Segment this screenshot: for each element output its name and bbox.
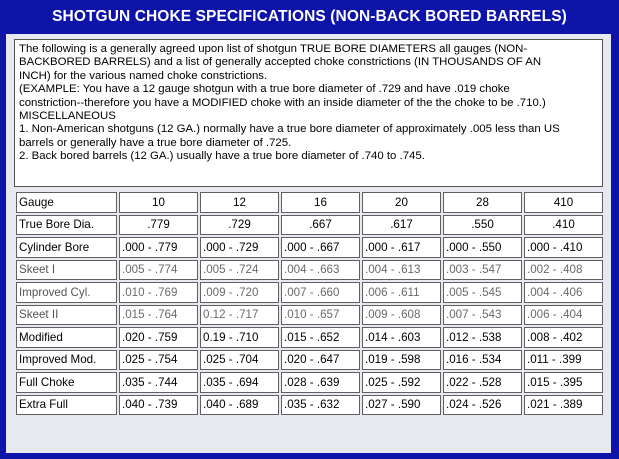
intro-line: constriction--therefore you have a MODIFIED choke with an inside diameter of the the choke to be .710.) (19, 96, 546, 109)
table-cell: .000 - .729 (200, 237, 279, 258)
table-cell: .011 - .399 (524, 350, 603, 371)
table-cell: .000 - .550 (443, 237, 522, 258)
row-label: Skeet II (16, 305, 117, 326)
table-cell: .028 - .639 (281, 372, 360, 393)
table-cell: .040 - .739 (119, 395, 198, 416)
true-bore-row (16, 215, 603, 236)
table-cell: .027 - .590 (362, 395, 441, 416)
header-cell: 10 (119, 192, 198, 213)
table-cell: .015 - .395 (524, 372, 603, 393)
row-label: Improved Cyl. (16, 282, 117, 303)
row-label: Full Choke (16, 372, 117, 393)
table-cell: .019 - .598 (362, 350, 441, 371)
table-cell: .022 - .528 (443, 372, 522, 393)
table-cell: .550 (443, 215, 522, 236)
table-cell: .015 - .652 (281, 327, 360, 348)
intro-notes (14, 39, 603, 187)
table-cell: .012 - .538 (443, 327, 522, 348)
table-cell: .021 - .389 (524, 395, 603, 416)
table-cell: .004 - .613 (362, 260, 441, 281)
table-cell: .006 - .404 (524, 305, 603, 326)
intro-line: The following is a generally agreed upon list of shotgun TRUE BORE DIAMETERS all gauges (NON- (19, 43, 528, 55)
content-panel (6, 34, 611, 453)
table-cell: .009 - .720 (200, 282, 279, 303)
header-cell: 28 (443, 192, 522, 213)
table-row (16, 282, 603, 303)
table-cell: .667 (281, 215, 360, 236)
table-cell: 0.19 - .710 (200, 327, 279, 348)
table-cell: .016 - .534 (443, 350, 522, 371)
table-cell: .024 - .526 (443, 395, 522, 416)
table-cell: .010 - .657 (281, 305, 360, 326)
intro-line: MISCELLANEOUS (19, 110, 116, 123)
table-cell: .004 - .663 (281, 260, 360, 281)
table-cell: .000 - .410 (524, 237, 603, 258)
table-cell: .729 (200, 215, 279, 236)
table-row (16, 260, 603, 281)
page-title: SHOTGUN CHOKE SPECIFICATIONS (NON-BACK BORED BARRELS) (52, 8, 567, 25)
table-cell: .000 - .617 (362, 237, 441, 258)
table-cell: .779 (119, 215, 198, 236)
table-cell: .005 - .724 (200, 260, 279, 281)
table-header-row (16, 192, 603, 213)
table-cell: .617 (362, 215, 441, 236)
table-row (16, 305, 603, 326)
table-row (16, 350, 603, 371)
table-cell: .410 (524, 215, 603, 236)
table-row (16, 237, 603, 258)
table-cell: .007 - .543 (443, 305, 522, 326)
row-label: Skeet I (16, 260, 117, 281)
row-label: Improved Mod. (16, 350, 117, 371)
table-cell: .035 - .632 (281, 395, 360, 416)
header-cell: 16 (281, 192, 360, 213)
table-row (16, 327, 603, 348)
intro-line: 1. Non-American shotguns (12 GA.) normally have a true bore diameter of approximately .005 less than US (19, 123, 560, 136)
row-label: Extra Full (16, 395, 117, 416)
table-row (16, 372, 603, 393)
table-cell: .005 - .774 (119, 260, 198, 281)
table-cell: .000 - .779 (119, 237, 198, 258)
header-cell: 20 (362, 192, 441, 213)
table-row (16, 395, 603, 416)
table-cell: .009 - .608 (362, 305, 441, 326)
table-cell: .000 - .667 (281, 237, 360, 258)
row-label: Cylinder Bore (16, 237, 117, 258)
table-cell: .015 - .764 (119, 305, 198, 326)
table-cell: 0.12 - .717 (200, 305, 279, 326)
table-cell: .007 - .660 (281, 282, 360, 303)
table-cell: .006 - .611 (362, 282, 441, 303)
table-cell: .025 - .704 (200, 350, 279, 371)
table-cell: .010 - .769 (119, 282, 198, 303)
intro-line: 2. Back bored barrels (12 GA.) usually have a true bore diameter of .740 to .745. (19, 150, 425, 163)
table-cell: .004 - .406 (524, 282, 603, 303)
table-cell: .035 - .694 (200, 372, 279, 393)
header-cell: Gauge (16, 192, 117, 213)
intro-line: BACKBORED BARRELS) and a list of generally accepted choke constrictions (IN THOUSANDS OF AN (19, 56, 542, 69)
table-cell: .003 - .547 (443, 260, 522, 281)
table-cell: .025 - .754 (119, 350, 198, 371)
header-cell: 410 (524, 192, 603, 213)
table-cell: .005 - .545 (443, 282, 522, 303)
choke-spec-table (14, 190, 605, 417)
table-cell: .014 - .603 (362, 327, 441, 348)
table-cell: .040 - .689 (200, 395, 279, 416)
table-cell: .035 - .744 (119, 372, 198, 393)
table-cell: .002 - .408 (524, 260, 603, 281)
row-label: Modified (16, 327, 117, 348)
intro-line: INCH) for the various named choke constrictions. (19, 69, 268, 82)
table-cell: .025 - .592 (362, 372, 441, 393)
header-cell: 12 (200, 192, 279, 213)
table-cell: .020 - .759 (119, 327, 198, 348)
table-cell: .020 - .647 (281, 350, 360, 371)
intro-line: (EXAMPLE: You have a 12 gauge shotgun with a true bore diameter of .729 and have .019 choke (19, 83, 510, 96)
table-cell: .008 - .402 (524, 327, 603, 348)
row-label: True Bore Dia. (16, 215, 117, 236)
intro-line: barrels or generally have a true bore diameter of .725. (19, 136, 292, 149)
